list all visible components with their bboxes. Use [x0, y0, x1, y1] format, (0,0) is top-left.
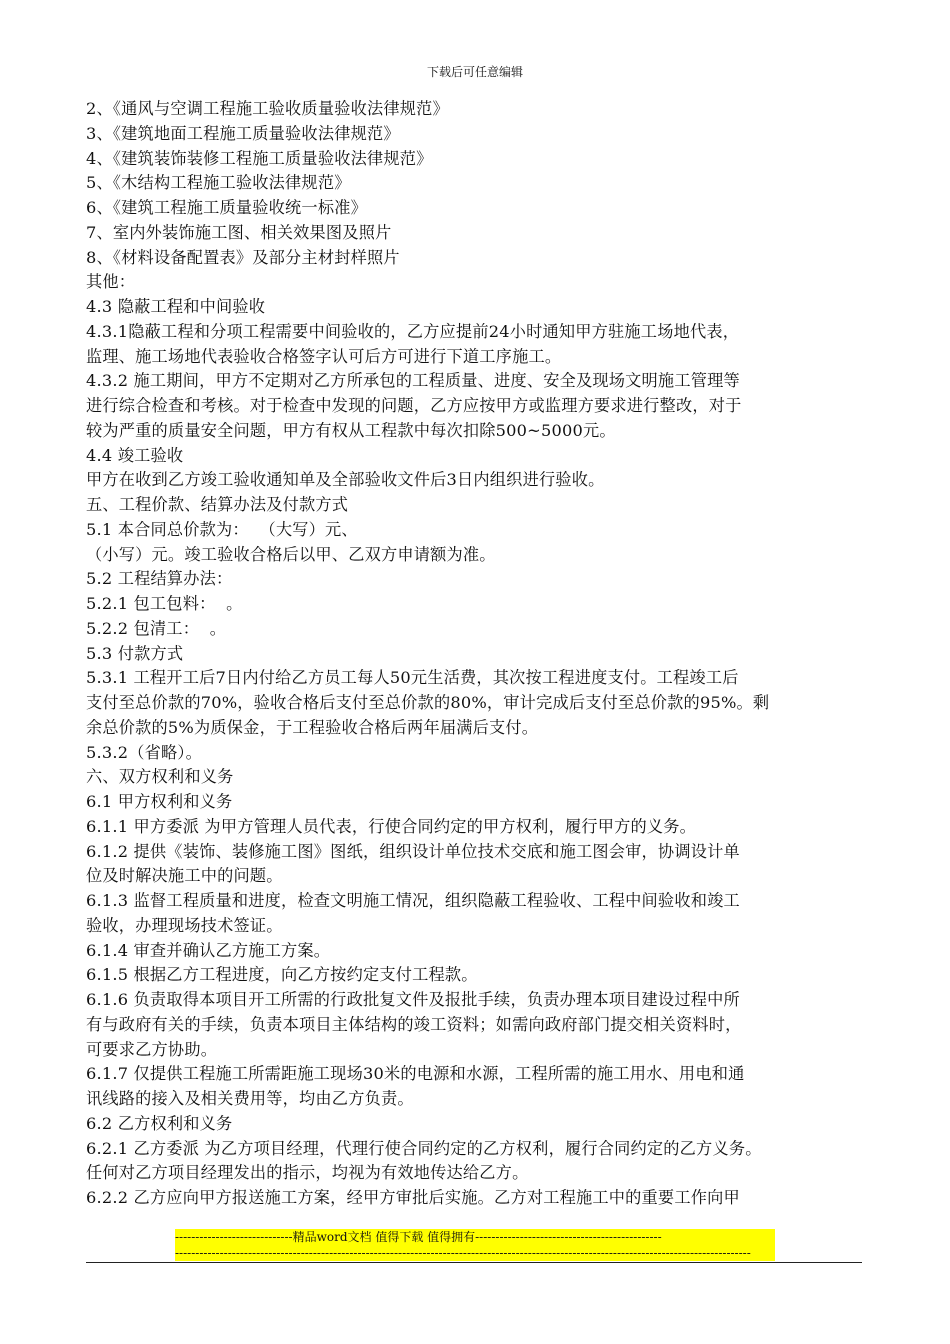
- text-line: 有与政府有关的手续，负责本项目主体结构的竣工资料；如需向政府部门提交相关资料时，: [86, 1014, 742, 1034]
- text-line: 5.1 本合同总价款为： （大写）元、: [86, 519, 358, 539]
- text-line: 5.2.1 包工包料： 。: [86, 594, 243, 613]
- text-line: 8、《材料设备配置表》及部分主材封样照片: [86, 247, 400, 267]
- footer-banner-dashes: ----------------------------------------------------------------------------------------------------------------------------------------------: [175, 1246, 751, 1260]
- text-line: 6.1 甲方权利和义务: [86, 792, 233, 811]
- text-line: 2、《通风与空调工程施工验收质量验收法律规范》: [86, 99, 449, 118]
- text-line: 其他：: [86, 272, 136, 292]
- text-line: 5.3.1 工程开工后7日内付给乙方员工每人50元生活费，其次按工程进度支付。工程竣工后: [86, 668, 739, 688]
- text-line: 六、双方权利和义务: [86, 767, 234, 787]
- text-line: 6.1.1 甲方委派 为甲方管理人员代表，行使合同约定的甲方权利，履行甲方的义务。: [86, 816, 697, 836]
- text-line: 4.4 竣工验收: [86, 445, 184, 465]
- text-line: 进行综合检查和考核。对于检查中发现的问题，乙方应按甲方或监理方要求进行整改，对于: [86, 396, 742, 415]
- text-line: 6.1.3 监督工程质量和进度，检查文明施工情况，组织隐蔽工程验收、工程中间验收和竣工: [86, 891, 740, 910]
- text-line: 6、《建筑工程施工质量验收统一标准》: [86, 198, 367, 217]
- text-line: 6.2 乙方权利和义务: [86, 1113, 233, 1133]
- text-line: （小写）元。竣工验收合格后以甲、乙双方申请额为准。: [86, 544, 496, 564]
- text-line: 验收，办理现场技术签证。: [86, 915, 283, 935]
- text-line: 4、《建筑装饰装修工程施工质量验收法律规范》: [86, 148, 433, 168]
- text-line: 支付至总价款的70%，验收合格后支付至总价款的80%，审计完成后支付至总价款的95%。剩: [86, 693, 770, 712]
- text-line: 5、《木结构工程施工验收法律规范》: [86, 173, 351, 193]
- text-line: 较为严重的质量安全问题，甲方有权从工程款中每次扣除500~5000元。: [86, 420, 616, 440]
- text-line: 余总价款的5%为质保金，于工程验收合格后两年届满后支付。: [86, 717, 539, 737]
- text-line: 监理、施工场地代表验收合格签字认可后方可进行下道工序施工。: [86, 346, 562, 366]
- text-line: 甲方在收到乙方竣工验收通知单及全部验收文件后3日内组织进行验收。: [86, 470, 605, 490]
- footer-divider: [86, 1262, 862, 1263]
- text-line: 6.1.2 提供《装饰、装修施工图》图纸，组织设计单位技术交底和施工图会审，协调设计单: [86, 841, 740, 861]
- text-line: 5.3 付款方式: [86, 643, 184, 663]
- text-line: 4.3.2 施工期间，甲方不定期对乙方所承包的工程质量、进度、安全及现场文明施工管理等: [86, 371, 740, 391]
- text-line: 6.1.4 审查并确认乙方施工方案。: [86, 940, 331, 960]
- text-line: 位及时解决施工中的问题。: [86, 866, 283, 886]
- text-line: 5.2 工程结算办法：: [86, 569, 233, 589]
- text-line: 3、《建筑地面工程施工质量验收法律规范》: [86, 123, 400, 143]
- text-line: 6.1.5 根据乙方工程进度，向乙方按约定支付工程款。: [86, 965, 478, 985]
- text-line: 任何对乙方项目经理发出的指示，均视为有效地传达给乙方。: [86, 1163, 529, 1183]
- text-line: 可要求乙方协助。: [86, 1039, 218, 1059]
- text-line: 5.2.2 包清工： 。: [86, 618, 227, 638]
- text-line: 4.3 隐蔽工程和中间验收: [86, 297, 266, 316]
- text-line: 6.2.1 乙方委派 为乙方项目经理，代理行使合同约定的乙方权利，履行合同约定的乙方义务。: [86, 1138, 762, 1158]
- page-header: 下载后可任意编辑: [426, 65, 523, 79]
- text-line: 讯线路的接入及相关费用等，均由乙方负责。: [86, 1089, 414, 1108]
- document-body: [86, 97, 866, 1211]
- footer-banner: [175, 1229, 775, 1261]
- text-line: 6.2.2 乙方应向甲方报送施工方案，经甲方审批后实施。乙方对工程施工中的重要工作向甲: [86, 1188, 740, 1207]
- text-line: 6.1.7 仅提供工程施工所需距施工现场30米的电源和水源，工程所需的施工用水、用电和通: [86, 1064, 745, 1084]
- text-line: 五、工程价款、结算办法及付款方式: [86, 495, 349, 514]
- text-line: 7、室内外装饰施工图、相关效果图及照片: [86, 222, 392, 242]
- footer-banner-text: -----------------------------精品word文档 值得下载 值得拥有----------------------------------------------: [175, 1230, 662, 1244]
- text-line: 6.1.6 负责取得本项目开工所需的行政批复文件及报批手续，负责办理本项目建设过程中所: [86, 990, 740, 1009]
- text-line: 4.3.1隐蔽工程和分项工程需要中间验收的，乙方应提前24小时通知甲方驻施工场地代表，: [86, 321, 740, 341]
- text-line: 5.3.2（省略）。: [86, 742, 203, 762]
